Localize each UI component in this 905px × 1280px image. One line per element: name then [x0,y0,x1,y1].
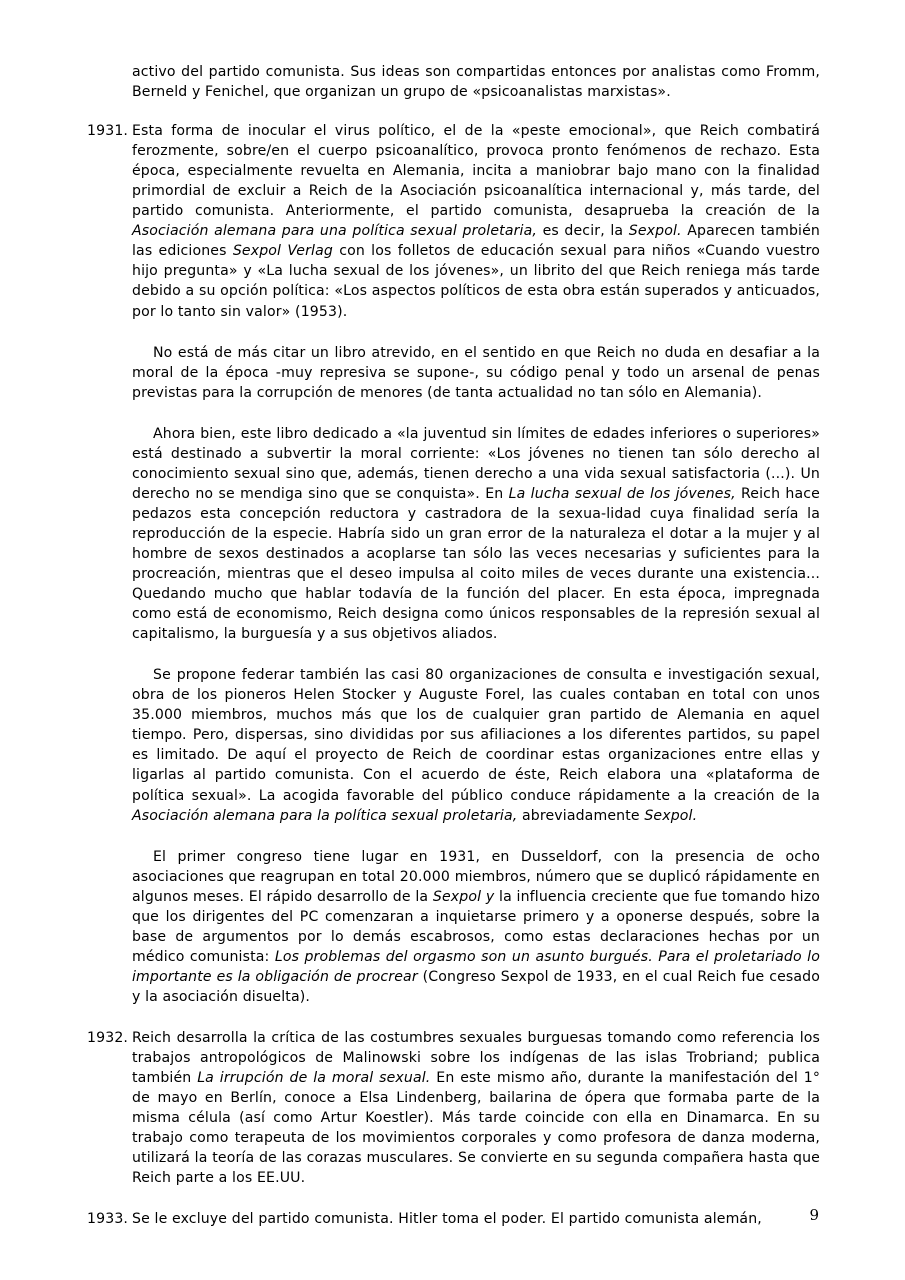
paragraph-libro-atrevido: No está de más citar un libro atrevido, en el sentido en que Reich no duda en desafiar a la moral de la época -muy represiva se supone-, su código penal y todo un arsenal de penas previstas para la corrupción de menores (de tanta actualidad no tan sólo en Alemania). [132,344,820,401]
paragraph-juventud: Ahora bien, este libro dedicado a «la juventud sin límites de edades inferiores o superiores» está destinado a subvertir la moral corriente: «Los jóvenes no tienen tan sólo derecho al conocimiento sexual sino que, además, tienen derecho a una vida sexual satisfactoria (...). Un derecho no se mendiga sino que se conquista». En La lucha sexual de los jóvenes, Reich hace pedazos esta concepción reductora y castradora de la sexua-lidad cuya finalidad sería la reproducción de la especie. Habría sido un gran error de la naturaleza el dotar a la mujer y al hombre de sexos destinados a acoplarse tan sólo las veces necesarias y suficientes para la procreación, mientras que el deseo impulsa al coito miles de veces durante una existencia... Quedando mucho que hablar todavía de la función del placer. En esta época, impregnada como está de economismo, Reich designa como únicos responsables de la represión sexual al capitalismo, la burguesía y a sus objetivos aliados. [132,425,820,643]
year-entry-body: Se le excluye del partido comunista. Hitler toma el poder. El partido comunista alemán, [132,1211,762,1228]
spacer [87,1007,820,1028]
year-label: 1933. [87,1211,129,1228]
year-entry-body: Esta forma de inocular el virus político, el de la «peste emocional», que Reich combatirá ferozmente, sobre/en el cuerpo psicoanalítico, provoca pronto fenómenos de rechazo. Esta época, especialmente revuelta en Alemania, incita a maniobrar bajo mano con la finalidad primordial de excluir a Reich de la Asociación psicoanalítica internacional y, más tarde, del partido comunista. Anteriormente, el partido comunista, desaprueba la creación de la Asociación alemana para una política sexual proletaria, es decir, la Sexpol. Aparecen también las ediciones Sexpol Verlag con los folletos de educación sexual para niños «Cuando vuestro hijo pregunta» y «La lucha sexual de los jóvenes», un librito del que Reich reniega más tarde debido a su opción política: «Los aspectos políticos de esta obra están superados y anticuados, por lo tanto sin valor» (1953). [132,123,820,320]
spacer [87,322,820,343]
page-content [87,62,820,1229]
year-label: 1931. [87,123,129,140]
spacer [87,102,820,121]
paragraph-federar-organizaciones: Se propone federar también las casi 80 organizaciones de consulta e investigación sexual, obra de los pioneros Helen Stocker y Auguste Forel, las cuales contaban en total con unos 35.000 miembros, muchos más que los de cualquier gran partido de Alemania en aquel tiempo. Pero, dispersas, sino divididas por sus afiliaciones a los diferentes partidos, su papel es limitado. De aquí el proyecto de Reich de coordinar estas organizaciones entre ellas y ligarlas al partido comunista. Con el acuerdo de éste, Reich elabora una «plataforma de política sexual». La acogida favorable del público conduce rápidamente a la creación de la Asociación alemana para la política sexual proletaria, abreviadamente Sexpol. [132,667,820,824]
paragraph-primer-congreso: El primer congreso tiene lugar en 1931, en Dusseldorf, con la presencia de ocho asociaciones que reagrupan en total 20.000 miembros, número que se duplicó rápidamente en algunos meses. El rápido desarrollo de la Sexpol y la influencia creciente que fue tomando hizo que los dirigentes del PC comenzaran a inquietarse primero y a oponerse después, sobre la base de argumentos por lo demás escabrosos, como estas declaraciones hechas por un médico comunista: Los problemas del orgasmo son un asunto burgués. Para el proletariado lo importante es la obligación de procrear (Congreso Sexpol de 1933, en el cual Reich fue cesado y la asociación disuelta). [132,848,821,1005]
spacer [87,1188,820,1209]
spacer [87,826,820,847]
paragraph-continuation: activo del partido comunista. Sus ideas son compartidas entonces por analistas como Fromm, Berneld y Fenichel, que organizan un grupo de «psicoanalistas marxistas». [132,64,820,101]
year-entry-1931 [87,121,820,321]
spacer [87,403,820,424]
year-entry-1932 [87,1028,820,1188]
spacer [87,644,820,665]
year-label: 1932. [87,1029,129,1046]
year-entry-body: Reich desarrolla la crítica de las costumbres sexuales burguesas tomando como referencia los trabajos antropológicos de Malinowski sobre los indígenas de las islas Trobriand; publica también La irrupción de la moral sexual. En este mismo año, durante la manifestación del 1° de mayo en Berlín, conoce a Elsa Lindenberg, bailarina de ópera que formaba parte de la misma célula (así como Artur Koestler). Más tarde coincide con ella en Dinamarca. En su trabajo como terapeuta de los movimientos corporales y como profesora de danza moderna, utilizará la teoría de las corazas musculares. Se convierte en su segunda compañera hasta que Reich parte a los EE.UU. [132,1029,821,1187]
page-number: 9 [809,1206,819,1224]
year-entry-1933 [87,1209,820,1229]
